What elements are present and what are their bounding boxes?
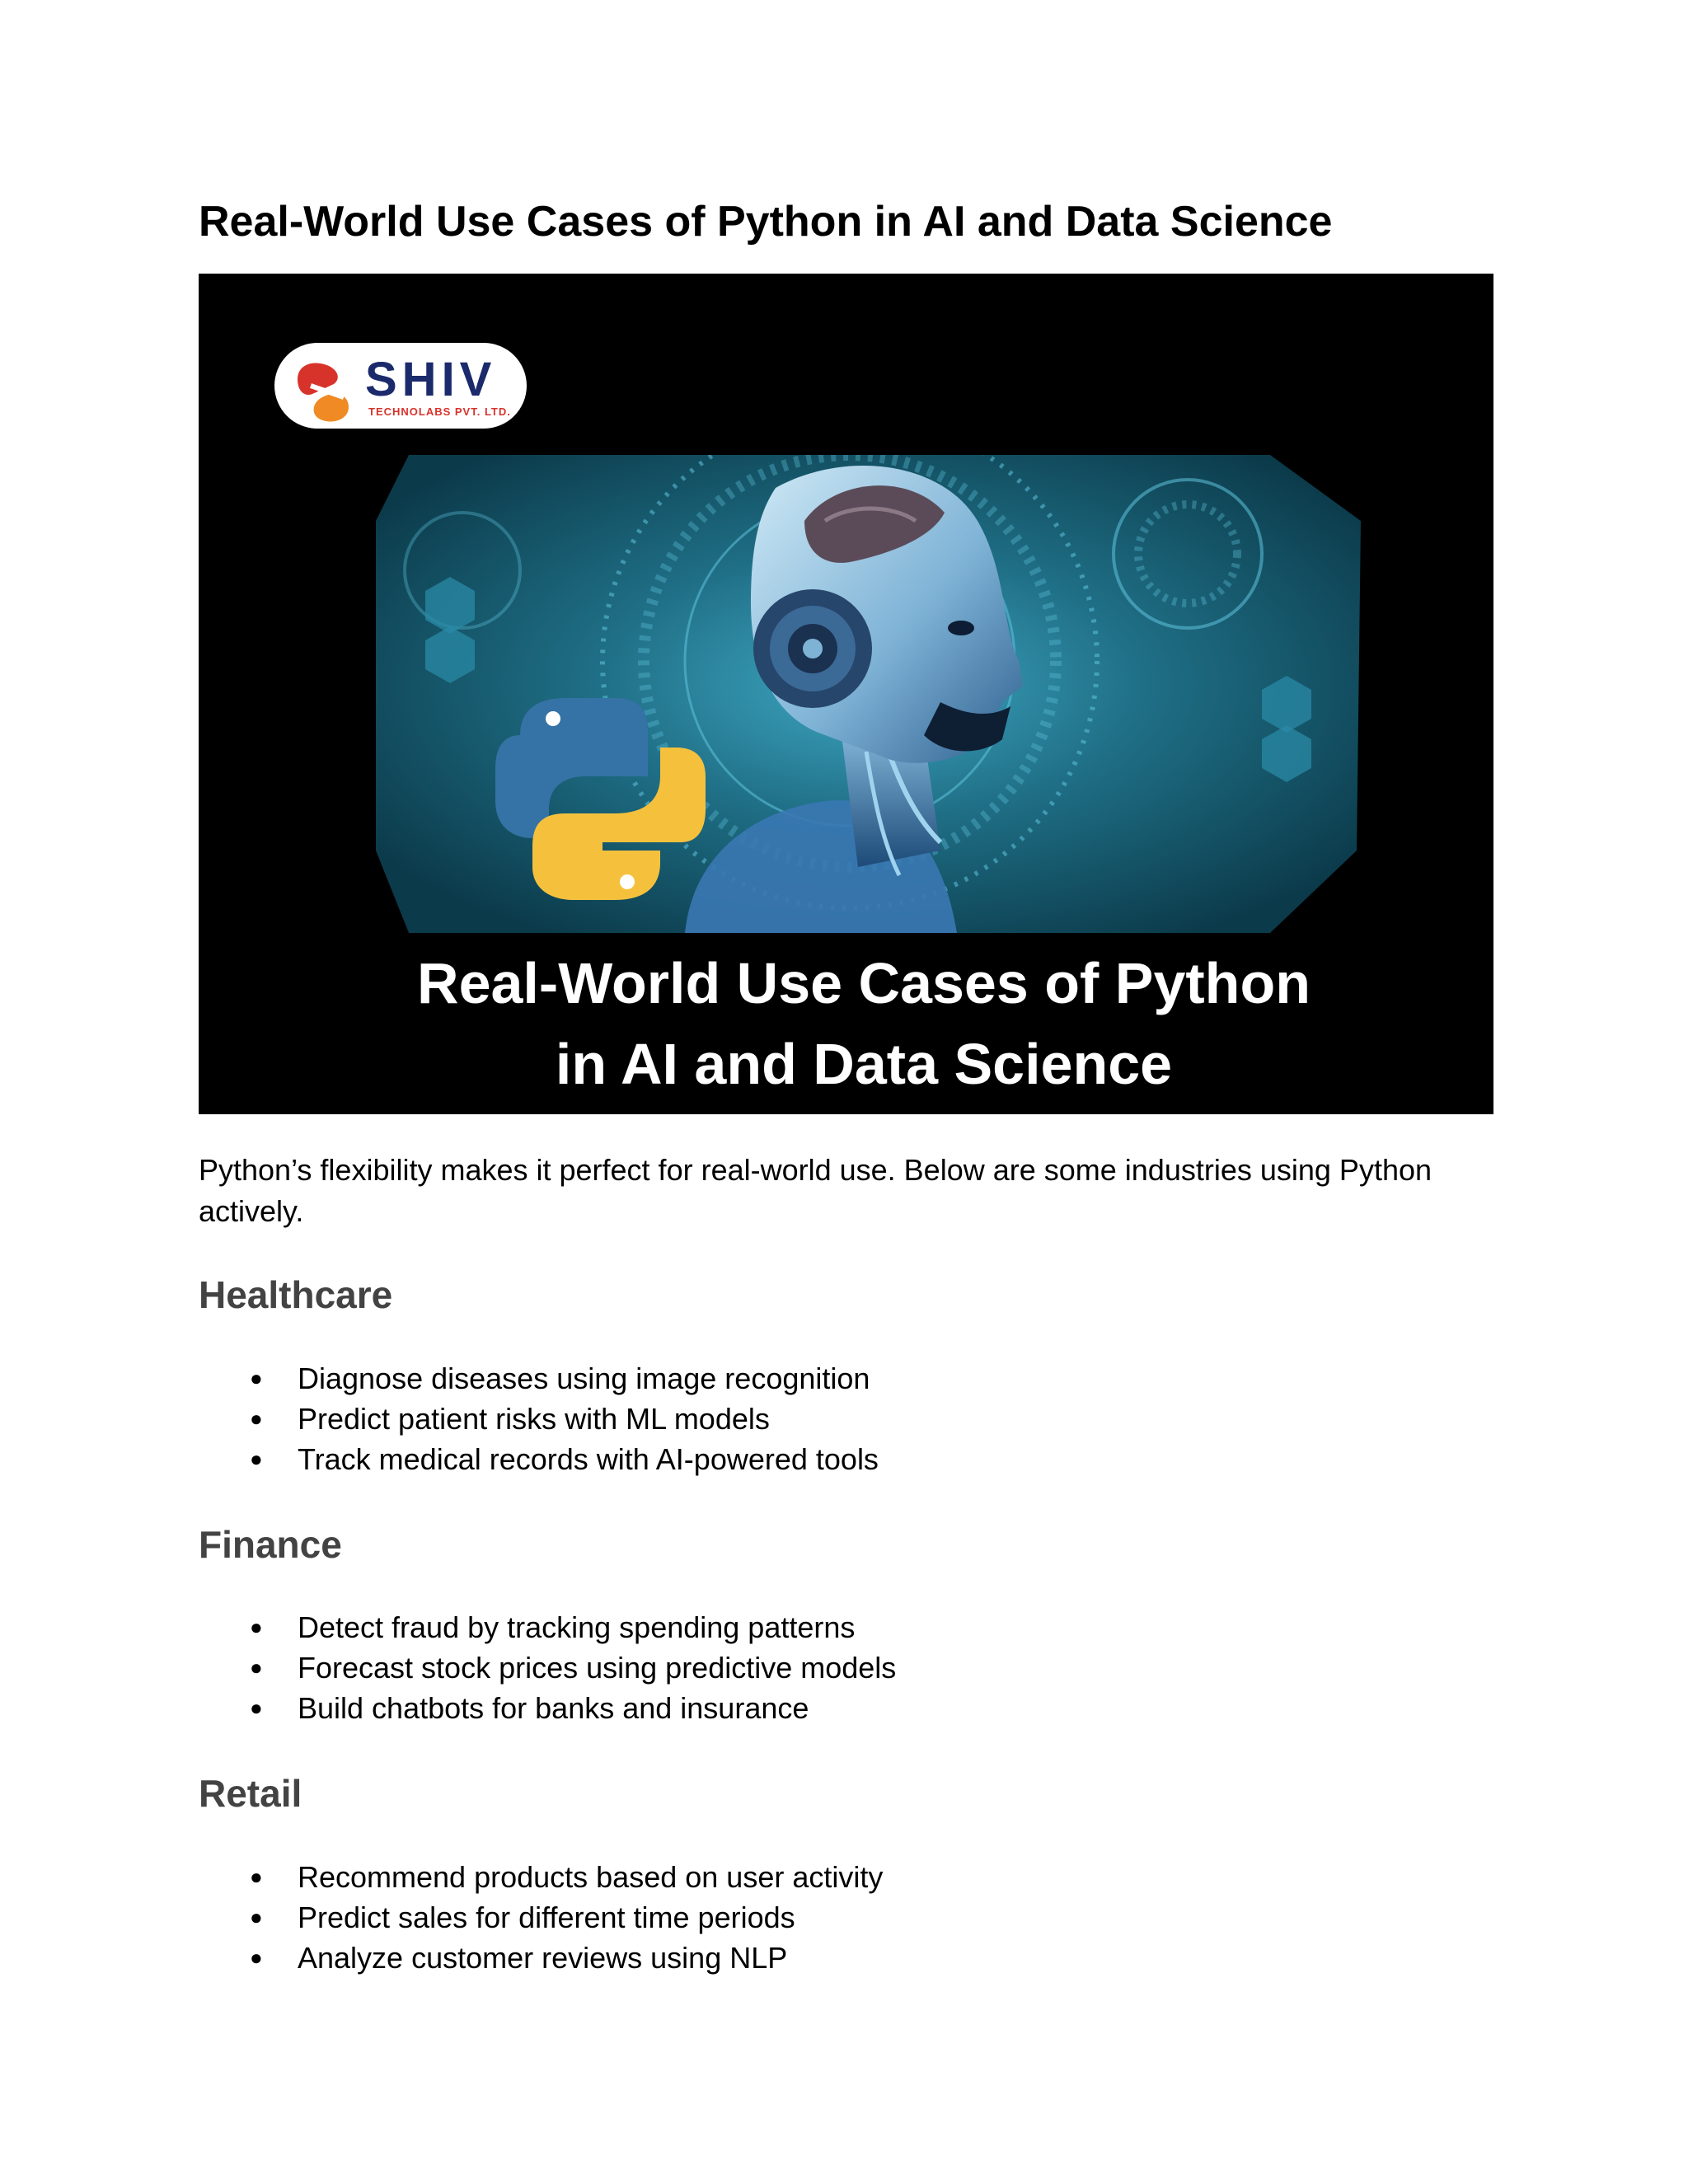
section-heading-retail: Retail <box>199 1772 302 1815</box>
hero-banner-image <box>199 274 1493 1114</box>
list-item: ● Diagnose diseases using image recognition <box>199 1358 879 1399</box>
section-heading-healthcare: Healthcare <box>199 1273 393 1316</box>
bullet-icon: ● <box>250 1366 263 1390</box>
list-item: ● Analyze customer reviews using NLP <box>199 1938 883 1978</box>
bullet-icon: ● <box>250 1446 263 1471</box>
list-item: ● Predict patient risks with ML models <box>199 1399 879 1439</box>
page-title: Real-World Use Cases of Python in AI and Data Science <box>199 198 1333 246</box>
healthcare-list <box>199 1358 879 1479</box>
bullet-icon: ● <box>250 1406 263 1431</box>
brand-tagline: TECHNOLABS PVT. LTD. <box>368 405 511 418</box>
intro-paragraph: Python’s flexibility makes it perfect for real-world use. Below are some industries using Python actively. <box>199 1153 1432 1228</box>
list-item: ● Track medical records with AI-powered tools <box>199 1439 879 1479</box>
section-heading-finance: Finance <box>199 1523 342 1566</box>
bullet-icon: ● <box>250 1655 263 1680</box>
list-item: ● Recommend products based on user activity <box>199 1857 883 1897</box>
bullet-icon: ● <box>250 1945 263 1970</box>
list-item: ● Forecast stock prices using predictive models <box>199 1647 896 1688</box>
banner-illustration <box>199 274 1493 1114</box>
shiv-technolabs-logo <box>274 343 527 429</box>
bullet-icon: ● <box>250 1864 263 1889</box>
banner-caption-line1: Real-World Use Cases of Python <box>417 951 1311 1015</box>
retail-list <box>199 1857 883 1978</box>
list-item: ● Build chatbots for banks and insurance <box>199 1688 896 1728</box>
brand-name: SHIV <box>365 353 497 406</box>
bullet-icon: ● <box>250 1615 263 1639</box>
list-item: ● Detect fraud by tracking spending patterns <box>199 1607 896 1647</box>
robot-scene <box>363 414 1377 941</box>
bullet-icon: ● <box>250 1905 263 1929</box>
list-item: ● Predict sales for different time periods <box>199 1897 883 1938</box>
banner-caption-line2: in AI and Data Science <box>555 1032 1173 1096</box>
bullet-icon: ● <box>250 1695 263 1720</box>
finance-list <box>199 1607 896 1728</box>
